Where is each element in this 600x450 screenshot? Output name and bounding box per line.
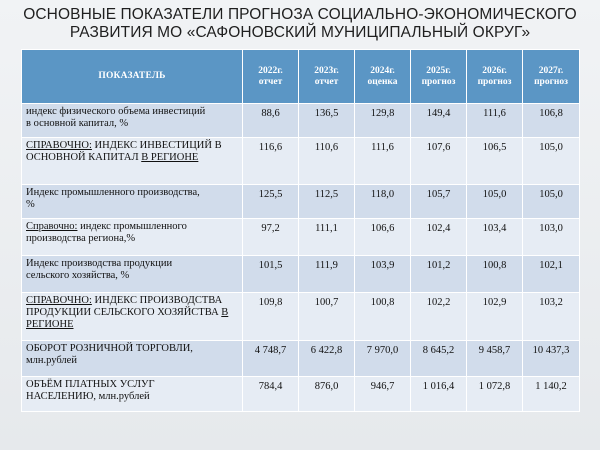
header-year-label: 2023г.	[314, 65, 339, 76]
row-name	[22, 341, 243, 377]
cell-value: 4 748,7	[243, 341, 299, 377]
header-year-kind: оценка	[367, 76, 398, 87]
forecast-table	[21, 49, 580, 412]
header-year	[467, 50, 523, 104]
cell-value: 102,2	[411, 293, 467, 341]
header-year-label: 2025г.	[426, 65, 451, 76]
header-indicator: ПОКАЗАТЕЛЬ	[22, 50, 243, 104]
header-year	[299, 50, 355, 104]
header-year-kind: отчет	[258, 76, 283, 87]
header-year	[411, 50, 467, 104]
cell-value: 106,5	[467, 138, 523, 185]
title-line-2: РАЗВИТИЯ МО «САФОНОВСКИЙ МУНИЦИПАЛЬНЫЙ ОКРУГ»	[69, 24, 531, 41]
row-name	[22, 219, 243, 256]
cell-value: 1 016,4	[411, 377, 467, 412]
row-name-prefix: СПРАВОЧНО:	[26, 140, 92, 151]
header-year-kind: прогноз	[534, 76, 568, 87]
row-name-line: индекс физического объема инвестиций	[26, 106, 206, 117]
cell-value: 118,0	[355, 185, 411, 219]
header-year-label: 2024г.	[370, 65, 395, 76]
table-row	[22, 219, 580, 256]
cell-value: 100,7	[299, 293, 355, 341]
table-row	[22, 104, 580, 138]
header-year-kind: прогноз	[477, 76, 512, 87]
header-year	[243, 50, 299, 104]
cell-value: 111,6	[467, 104, 523, 138]
page-title	[0, 6, 600, 42]
cell-value: 105,0	[523, 185, 580, 219]
row-name	[22, 377, 243, 412]
row-name-line: %	[26, 199, 35, 210]
header-year	[523, 50, 580, 104]
row-name	[22, 185, 243, 219]
row-name-suffix: В РЕГИОНЕ	[141, 152, 199, 163]
cell-value: 111,1	[299, 219, 355, 256]
cell-value: 876,0	[299, 377, 355, 412]
cell-value: 102,9	[467, 293, 523, 341]
cell-value: 129,8	[355, 104, 411, 138]
cell-value: 107,6	[411, 138, 467, 185]
cell-value: 100,8	[355, 293, 411, 341]
header-year	[355, 50, 411, 104]
cell-value: 97,2	[243, 219, 299, 256]
cell-value: 1 140,2	[523, 377, 580, 412]
table-row	[22, 341, 580, 377]
cell-value: 784,4	[243, 377, 299, 412]
row-name-suffix: В РЕГИОНЕ	[26, 307, 229, 330]
cell-value: 111,9	[299, 256, 355, 293]
table-row	[22, 377, 580, 412]
row-name-line: ОБЪЁМ ПЛАТНЫХ УСЛУГ	[26, 379, 155, 390]
header-year-label: 2022г.	[258, 65, 283, 76]
cell-value: 116,6	[243, 138, 299, 185]
cell-value: 6 422,8	[299, 341, 355, 377]
cell-value: 8 645,2	[411, 341, 467, 377]
cell-value: 149,4	[411, 104, 467, 138]
cell-value: 105,7	[411, 185, 467, 219]
cell-value: 946,7	[355, 377, 411, 412]
cell-value: 103,2	[523, 293, 580, 341]
table-header	[22, 50, 580, 104]
cell-value: 106,8	[523, 104, 580, 138]
table-row	[22, 256, 580, 293]
header-year-label: 2027г.	[538, 65, 564, 76]
row-name-line: Индекс производства продукции	[26, 258, 173, 269]
cell-value: 105,0	[523, 138, 580, 185]
row-name	[22, 293, 243, 341]
header-year-kind: прогноз	[421, 76, 456, 87]
table-row	[22, 185, 580, 219]
cell-value: 102,4	[411, 219, 467, 256]
row-name-text: индекс промышленного производства региона,%	[26, 221, 187, 244]
cell-value: 103,4	[467, 219, 523, 256]
row-name	[22, 104, 243, 138]
cell-value: 136,5	[299, 104, 355, 138]
cell-value: 9 458,7	[467, 341, 523, 377]
row-name-line: НАСЕЛЕНИЮ, млн.рублей	[26, 391, 150, 402]
cell-value: 10 437,3	[523, 341, 580, 377]
cell-value: 1 072,8	[467, 377, 523, 412]
header-year-kind: отчет	[314, 76, 339, 87]
cell-value: 101,5	[243, 256, 299, 293]
row-name-prefix: Справочно:	[26, 221, 78, 232]
cell-value: 103,9	[355, 256, 411, 293]
cell-value: 101,2	[411, 256, 467, 293]
row-name-prefix: СПРАВОЧНО:	[26, 295, 92, 306]
cell-value: 112,5	[299, 185, 355, 219]
cell-value: 109,8	[243, 293, 299, 341]
row-name-line: Индекс промышленного производства,	[26, 187, 200, 198]
cell-value: 7 970,0	[355, 341, 411, 377]
title-line-1: ОСНОВНЫЕ ПОКАЗАТЕЛИ ПРОГНОЗА СОЦИАЛЬНО-ЭКОНОМИЧЕСКОГО	[23, 6, 577, 23]
cell-value: 111,6	[355, 138, 411, 185]
row-name-line: в основной капитал, %	[26, 118, 129, 129]
header-year-label: 2026г.	[482, 65, 507, 76]
row-name-line: сельского хозяйства, %	[26, 270, 130, 281]
cell-value: 125,5	[243, 185, 299, 219]
row-name-line: млн.рублей	[26, 355, 77, 366]
row-name	[22, 256, 243, 293]
row-name	[22, 138, 243, 185]
cell-value: 100,8	[467, 256, 523, 293]
cell-value: 102,1	[523, 256, 580, 293]
cell-value: 88,6	[243, 104, 299, 138]
table-row	[22, 293, 580, 341]
cell-value: 103,0	[523, 219, 580, 256]
table-row	[22, 138, 580, 185]
cell-value: 106,6	[355, 219, 411, 256]
row-name-text: ИНДЕКС ПРОИЗВОДСТВА ПРОДУКЦИИ СЕЛЬСКОГО ХОЗЯЙСТВА	[26, 295, 223, 318]
cell-value: 110,6	[299, 138, 355, 185]
cell-value: 105,0	[467, 185, 523, 219]
row-name-line: ОБОРОТ РОЗНИЧНОЙ ТОРГОВЛИ,	[26, 343, 193, 354]
row-name-text: ИНДЕКС ИНВЕСТИЦИЙ В ОСНОВНОЙ КАПИТАЛ	[26, 140, 222, 163]
